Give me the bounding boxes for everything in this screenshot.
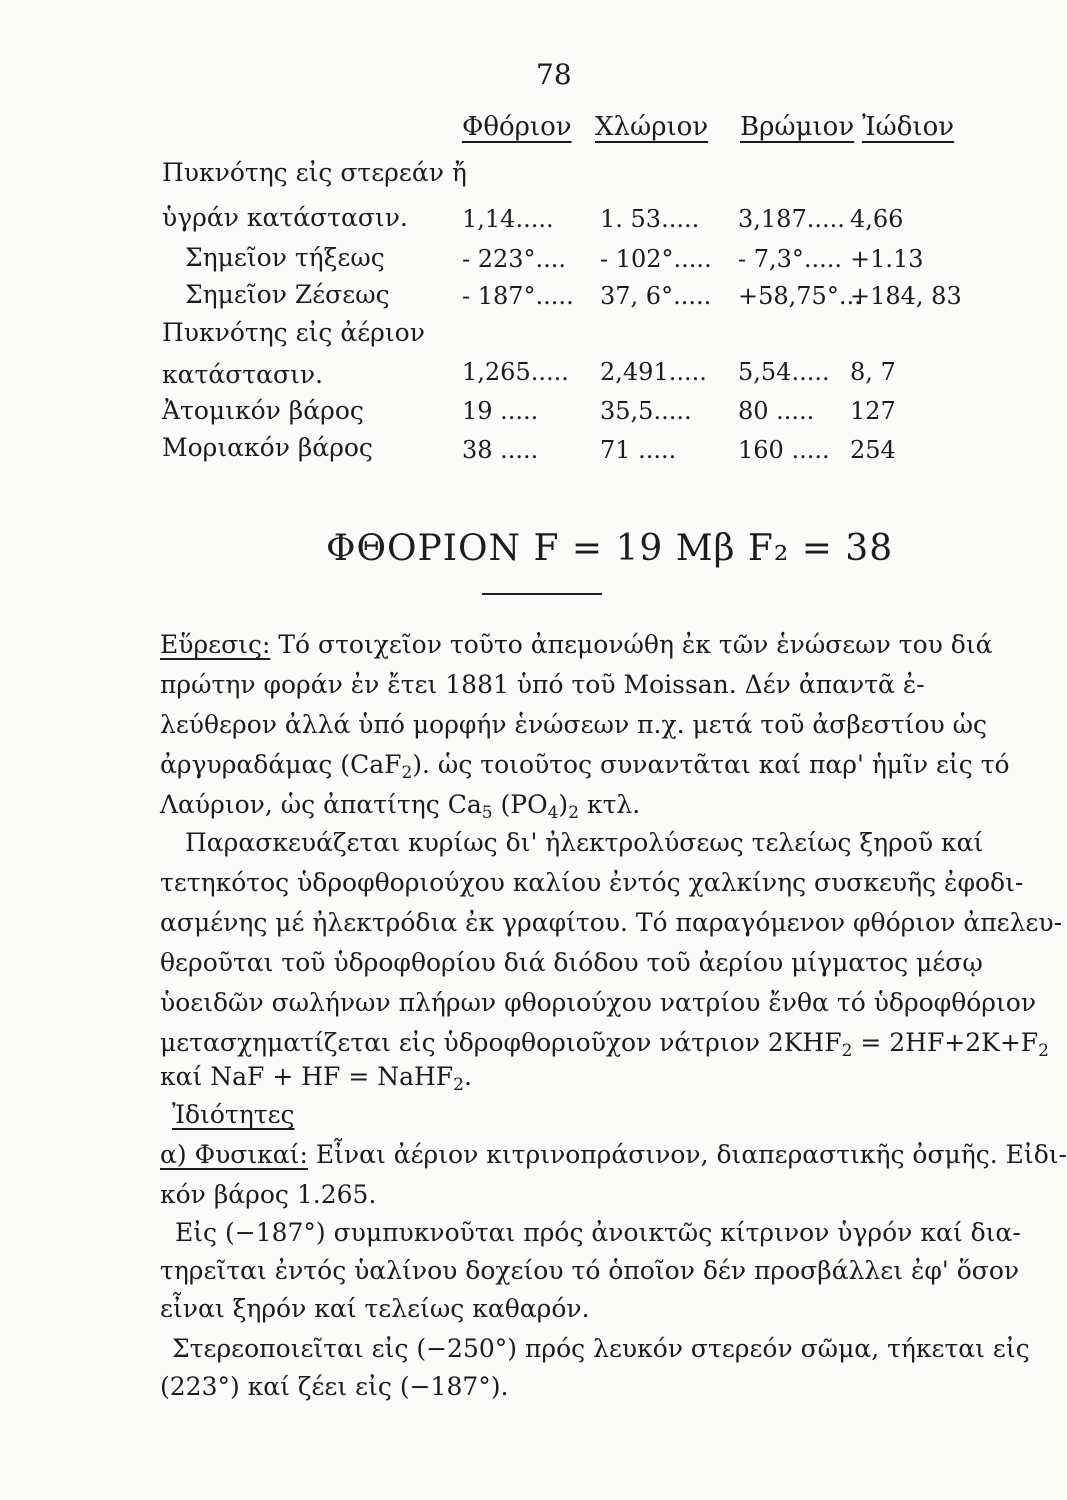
heading-discovery: Εὕρεσις: bbox=[160, 630, 271, 659]
heading-physical: α) Φυσικαί: bbox=[160, 1140, 308, 1169]
table-cell: 38 ..... bbox=[462, 436, 539, 464]
paragraph-line bbox=[160, 750, 1010, 783]
text: μετασχηματίζεται εἰς ὑδροφθοριοῦχον νάτριον 2KHF bbox=[160, 1028, 842, 1057]
section-title: ΦΘΟΡΙΟΝ F = 19 Mβ F₂ = 38 bbox=[326, 528, 894, 569]
text: Εἶναι ἀέριον κιτρινοπράσινον, διαπεραστικῆς ὀσμῆς. Εἰδι- bbox=[307, 1140, 1067, 1169]
table-cell: 1. 53..... bbox=[600, 205, 700, 233]
row-label: Μοριακόν βάρος bbox=[162, 433, 373, 462]
table-cell: 254 bbox=[850, 436, 896, 464]
table-cell: +184, 83 bbox=[850, 282, 962, 310]
table-cell: 3,187..... bbox=[738, 205, 845, 233]
paragraph-line: ὑοειδῶν σωλήνων πλήρων φθοριούχου νατρίου ἔνθα τό ὑδροφθόριον bbox=[160, 988, 1037, 1017]
row-label: κατάστασιν. bbox=[162, 360, 324, 389]
table-header: Ἰώδιον bbox=[862, 112, 955, 142]
paragraph-line: τηρεῖται ἐντός ὑαλίνου δοχείου τό ὁποῖον δέν προσβάλλει ἐφ' ὅσον bbox=[160, 1256, 1020, 1285]
text: Λαύριον, ὡς ἀπατίτης Ca bbox=[160, 790, 482, 819]
table-cell: - 223°.... bbox=[462, 245, 567, 273]
row-label: Πυκνότης εἰς στερεάν ἤ bbox=[162, 158, 467, 187]
paragraph-line: θεροῦται τοῦ ὑδροφθορίου διά διόδου τοῦ ἀερίου μίγματος μέσῳ bbox=[160, 948, 983, 977]
table-cell: 19 ..... bbox=[462, 397, 539, 425]
text: κτλ. bbox=[579, 790, 641, 819]
subscript: 2 bbox=[568, 803, 580, 823]
text: Τό στοιχεῖον τοῦτο ἀπεμονώθη ἐκ τῶν ἑνώσεων του διά bbox=[270, 630, 993, 659]
paragraph-line bbox=[160, 630, 993, 659]
paragraph-line: ασμένης μέ ἠλεκτρόδια ἐκ γραφίτου. Τό παραγόμενον φθόριον ἀπελευ- bbox=[160, 908, 1063, 937]
subscript: 2 bbox=[1038, 1041, 1049, 1061]
paragraph-line bbox=[160, 1140, 1067, 1169]
subscript: 2 bbox=[453, 1075, 464, 1095]
text: . bbox=[463, 1062, 472, 1091]
table-cell: +1.13 bbox=[850, 245, 924, 273]
row-label: ὑγράν κατάστασιν. bbox=[162, 203, 408, 232]
subscript: 2 bbox=[841, 1041, 853, 1061]
paragraph-line: κόν βάρος 1.265. bbox=[160, 1180, 377, 1209]
table-cell: - 187°..... bbox=[462, 282, 574, 310]
table-cell: - 7,3°..... bbox=[738, 245, 843, 273]
table-header: Χλώριον bbox=[595, 112, 709, 142]
page-number: 78 bbox=[536, 58, 572, 91]
paragraph-line: Στερεοποιεῖται εἰς (−250°) πρός λευκόν στερεόν σῶμα, τήκεται εἰς bbox=[172, 1334, 1030, 1363]
row-label: Ἀτομικόν βάρος bbox=[162, 396, 364, 425]
table-cell: 2,491..... bbox=[600, 358, 707, 386]
paragraph-line: (223°) καί ζέει εἰς (−187°). bbox=[160, 1372, 509, 1401]
paragraph-line bbox=[160, 1028, 1049, 1061]
text: (PO bbox=[492, 790, 548, 819]
table-cell: 71 ..... bbox=[600, 436, 677, 464]
paragraph-line: πρώτην φοράν ἐν ἔτει 1881 ὑπό τοῦ Moissan. Δέν ἀπαντᾶ ἐ- bbox=[160, 670, 925, 699]
table-cell: 37, 6°..... bbox=[600, 282, 712, 310]
heading-properties: Ἰδιότητες bbox=[172, 1100, 295, 1129]
paragraph-line: Παρασκευάζεται κυρίως δι' ἠλεκτρολύσεως τελείως ξηροῦ καί bbox=[185, 828, 984, 857]
table-cell: 4,66 bbox=[850, 205, 904, 233]
table-cell: 160 ..... bbox=[738, 436, 830, 464]
table-cell: - 102°..... bbox=[600, 245, 712, 273]
paragraph-line: Εἰς (−187°) συμπυκνοῦται πρός ἀνοικτῶς κίτρινον ὑγρόν καί δια- bbox=[175, 1218, 1021, 1247]
subscript: 4 bbox=[547, 803, 559, 823]
row-label: Σημεῖον τήξεως bbox=[185, 243, 385, 272]
text: ). ὡς τοιοῦτος συναντᾶται καί παρ' ἡμῖν εἰς τό bbox=[412, 750, 1010, 779]
text: ἀργυραδάμας (CaF bbox=[160, 750, 402, 779]
subscript: 5 bbox=[481, 803, 493, 823]
subscript: 2 bbox=[401, 763, 413, 783]
text: = 2HF+2K+F bbox=[852, 1028, 1039, 1057]
table-cell: 35,5..... bbox=[600, 397, 692, 425]
paragraph-line: λεύθερον ἀλλά ὑπό μορφήν ἑνώσεων π.χ. μετά τοῦ ἀσβεστίου ὡς bbox=[160, 710, 988, 739]
paragraph-line bbox=[160, 1062, 472, 1095]
table-cell: 1,14..... bbox=[462, 205, 554, 233]
table-cell: 127 bbox=[850, 397, 896, 425]
table-cell: 5,54..... bbox=[738, 358, 830, 386]
table-header: Φθόριον bbox=[462, 112, 572, 142]
text: ) bbox=[558, 790, 569, 819]
paragraph-line bbox=[160, 790, 640, 823]
table-cell: +58,75°... bbox=[738, 282, 862, 310]
text: καί NaF + HF = NaHF bbox=[160, 1062, 454, 1091]
table-cell: 1,265..... bbox=[462, 358, 569, 386]
table-cell: 8, 7 bbox=[850, 358, 896, 386]
paragraph-line: τετηκότος ὑδροφθοριούχου καλίου ἐντός χαλκίνης συσκευῆς ἐφοδι- bbox=[160, 868, 1024, 897]
paragraph-line: εἶναι ξηρόν καί τελείως καθαρόν. bbox=[160, 1294, 590, 1323]
row-label: Πυκνότης εἰς ἀέριον bbox=[162, 318, 425, 347]
table-cell: 80 ..... bbox=[738, 397, 815, 425]
table-header: Βρώμιον bbox=[740, 112, 855, 142]
title-underline bbox=[482, 593, 602, 595]
row-label: Σημεῖον Ζέσεως bbox=[185, 280, 390, 309]
